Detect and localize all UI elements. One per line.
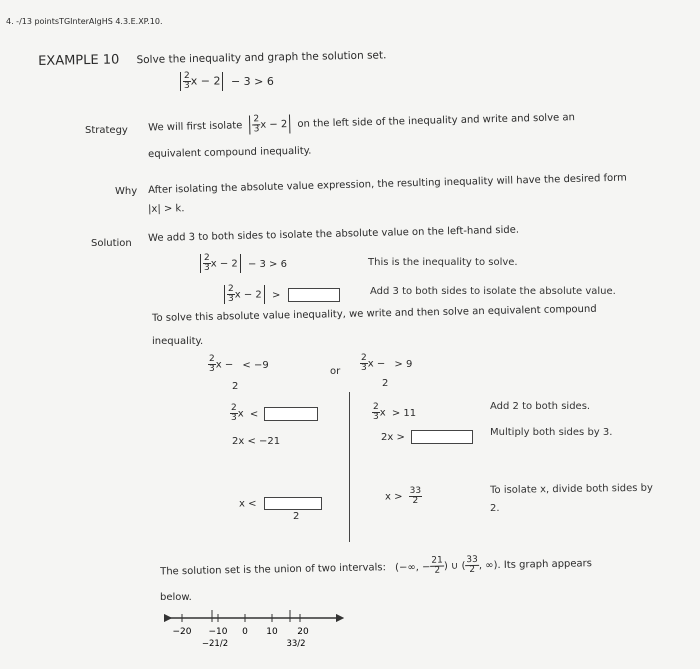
answer-input-right-3[interactable] <box>411 430 473 444</box>
solution-step2: $\frac{2}{3}$ x − 2 > <box>224 285 340 304</box>
left-ineq-4: x < <box>239 497 322 510</box>
left-ineq-3: 2x < −21 <box>232 436 281 447</box>
tick-label-n10: −10 <box>208 627 228 637</box>
solution-paragraph-line1: To solve this absolute value inequality, we write and then solve an equivalent compound <box>152 303 597 324</box>
right-ineq-1-den: 2 <box>382 378 389 389</box>
example-label: EXAMPLE 10 <box>38 52 120 69</box>
solution-paragraph-line2: inequality. <box>152 336 204 347</box>
problem-header: 4. -/13 pointsTGInterAlgHS 4.3.E.XP.10. <box>6 17 163 26</box>
left-ineq-1-den: 2 <box>232 381 239 392</box>
note-divide-line1: To isolate x, divide both sides by <box>490 482 653 496</box>
tick-label-0: 0 <box>242 627 248 637</box>
right-ineq-3: 2x > <box>381 430 473 444</box>
note-divide-line2: 2. <box>490 503 500 514</box>
example-row <box>38 47 387 69</box>
union-line: The solution set is the union of two intervals: (−∞, − $\frac{21}{2}$ ) ∪ ( $\frac{33}{2}$ , ∞). Its graph appears <box>160 554 593 578</box>
example-task: Solve the inequality and graph the solution set. <box>136 49 387 67</box>
answer-input-abs[interactable] <box>288 288 340 302</box>
mark-label-n21-2: −21/2 <box>201 639 229 649</box>
left-ineq-2: $\frac{2}{3}$ x < <box>230 404 318 423</box>
solution-step1: $\frac{2}{3}$ x − 2 − 3 > 6 <box>200 254 287 273</box>
right-ineq-4: x > $\frac{33}{2}$ <box>385 486 422 506</box>
solution-step2-note: Add 3 to both sides to isolate the absolute value. <box>370 286 616 297</box>
tick-label-20: 20 <box>297 627 309 637</box>
solution-intro: We add 3 to both sides to isolate the absolute value on the left-hand side. <box>148 224 520 244</box>
strategy-line2: equivalent compound inequality. <box>148 145 312 160</box>
left-ineq-1: $\frac{2}{3}$ x − < −9 <box>209 354 269 374</box>
absolute-value-expression: $\frac{2}{3}$ x − 2 <box>180 72 223 91</box>
right-ineq-2: $\frac{2}{3}$ x > 11 <box>373 402 417 422</box>
union-below: below. <box>160 592 192 603</box>
tick-label-10: 10 <box>266 627 278 637</box>
why-line1: After isolating the absolute value expression, the resulting inequality will have the desired form <box>148 172 627 196</box>
column-divider <box>349 392 350 542</box>
tick-label-n20: −20 <box>172 627 192 637</box>
right-ineq-1: $\frac{2}{3}$ x − > 9 <box>361 353 413 373</box>
why-line2: |x| > k. <box>148 203 185 215</box>
main-inequality: $\frac{2}{3}$ x − 2 − 3 > 6 <box>180 72 274 91</box>
mark-label-33-2: 33/2 <box>286 639 306 649</box>
number-line <box>160 608 350 658</box>
or-label: or <box>330 366 341 377</box>
note-add-2: Add 2 to both sides. <box>490 401 591 412</box>
why-label: Why <box>115 186 138 197</box>
answer-input-left-2[interactable] <box>264 407 318 421</box>
fraction: $\frac{2}{3}$ <box>184 71 190 91</box>
answer-input-left-4[interactable] <box>264 497 322 510</box>
note-multiply-3: Multiply both sides by 3. <box>490 427 613 438</box>
solution-label: Solution <box>91 238 132 249</box>
solution-step1-note: This is the inequality to solve. <box>368 257 518 268</box>
strategy-line1: We will first isolate $\frac{2}{3}$ x − 2 on the left side of the inequality and write and solve an <box>148 112 576 135</box>
strategy-abs-expression: $\frac{2}{3}$ x − 2 <box>249 115 290 135</box>
left-ineq-4-den: 2 <box>293 511 300 522</box>
strategy-label: Strategy <box>85 125 128 136</box>
